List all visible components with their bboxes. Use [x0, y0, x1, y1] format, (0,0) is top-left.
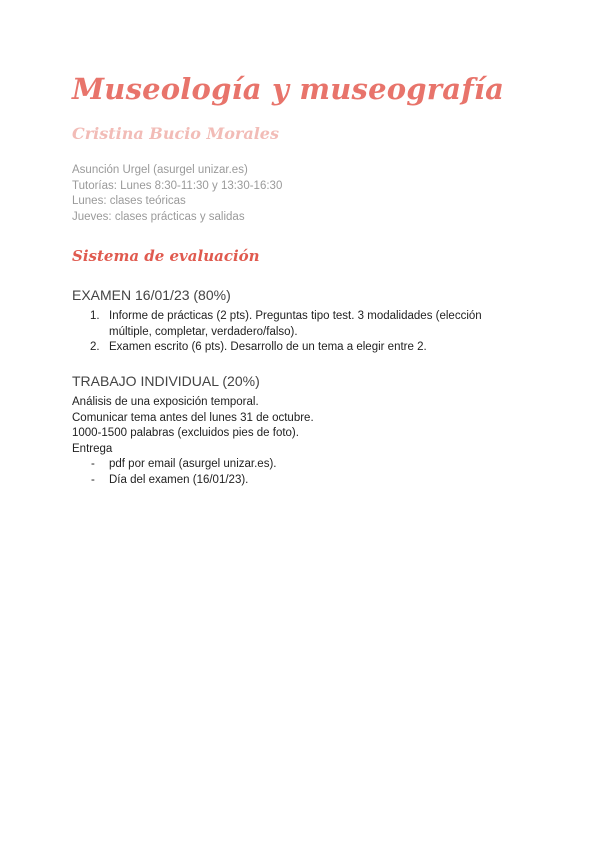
exam-heading: EXAMEN 16/01/23 (80%) — [72, 287, 231, 303]
body-line: Comunicar tema antes del lunes 31 de octubre. — [72, 411, 314, 424]
list-item — [72, 309, 532, 340]
tutoring-line: Tutorías: Lunes 8:30-11:30 y 13:30-16:30 — [72, 179, 283, 192]
list-number: 2. — [90, 341, 100, 353]
delivery-list — [72, 457, 532, 488]
thursday-line: Jueves: clases prácticas y salidas — [72, 210, 245, 223]
list-item-text: Examen escrito (6 pts). Desarrollo de un tema a elegir entre 2. — [109, 341, 427, 353]
list-item — [72, 340, 532, 356]
list-item-text-continued: múltiple, completar, verdadero/falso). — [109, 325, 298, 338]
exam-list — [72, 309, 532, 356]
body-line: Entrega — [72, 442, 113, 455]
body-line: Análisis de una exposición temporal. — [72, 396, 259, 408]
list-number: 1. — [90, 310, 100, 322]
course-info — [72, 163, 282, 225]
document-author: Cristina Bucio Morales — [72, 124, 279, 143]
list-item-text: Informe de prácticas (2 pts). Preguntas tipo test. 3 modalidades (elección — [109, 310, 482, 322]
dash-bullet: - — [91, 473, 95, 486]
list-item — [72, 457, 532, 473]
body-line: 1000-1500 palabras (excluidos pies de foto). — [72, 427, 299, 439]
document-title: Museología y museografía — [72, 72, 505, 106]
monday-line: Lunes: clases teóricas — [72, 195, 186, 207]
list-item — [72, 473, 532, 489]
individual-work-heading: TRABAJO INDIVIDUAL (20%) — [72, 373, 260, 389]
section-title-evaluation: Sistema de evaluación — [72, 247, 260, 265]
teacher-line: Asunción Urgel (asurgel unizar.es) — [72, 164, 248, 176]
dash-bullet: - — [91, 458, 95, 470]
individual-work-body — [72, 395, 532, 488]
list-item-text: pdf por email (asurgel unizar.es). — [109, 458, 277, 470]
list-item-text: Día del examen (16/01/23). — [109, 473, 249, 486]
